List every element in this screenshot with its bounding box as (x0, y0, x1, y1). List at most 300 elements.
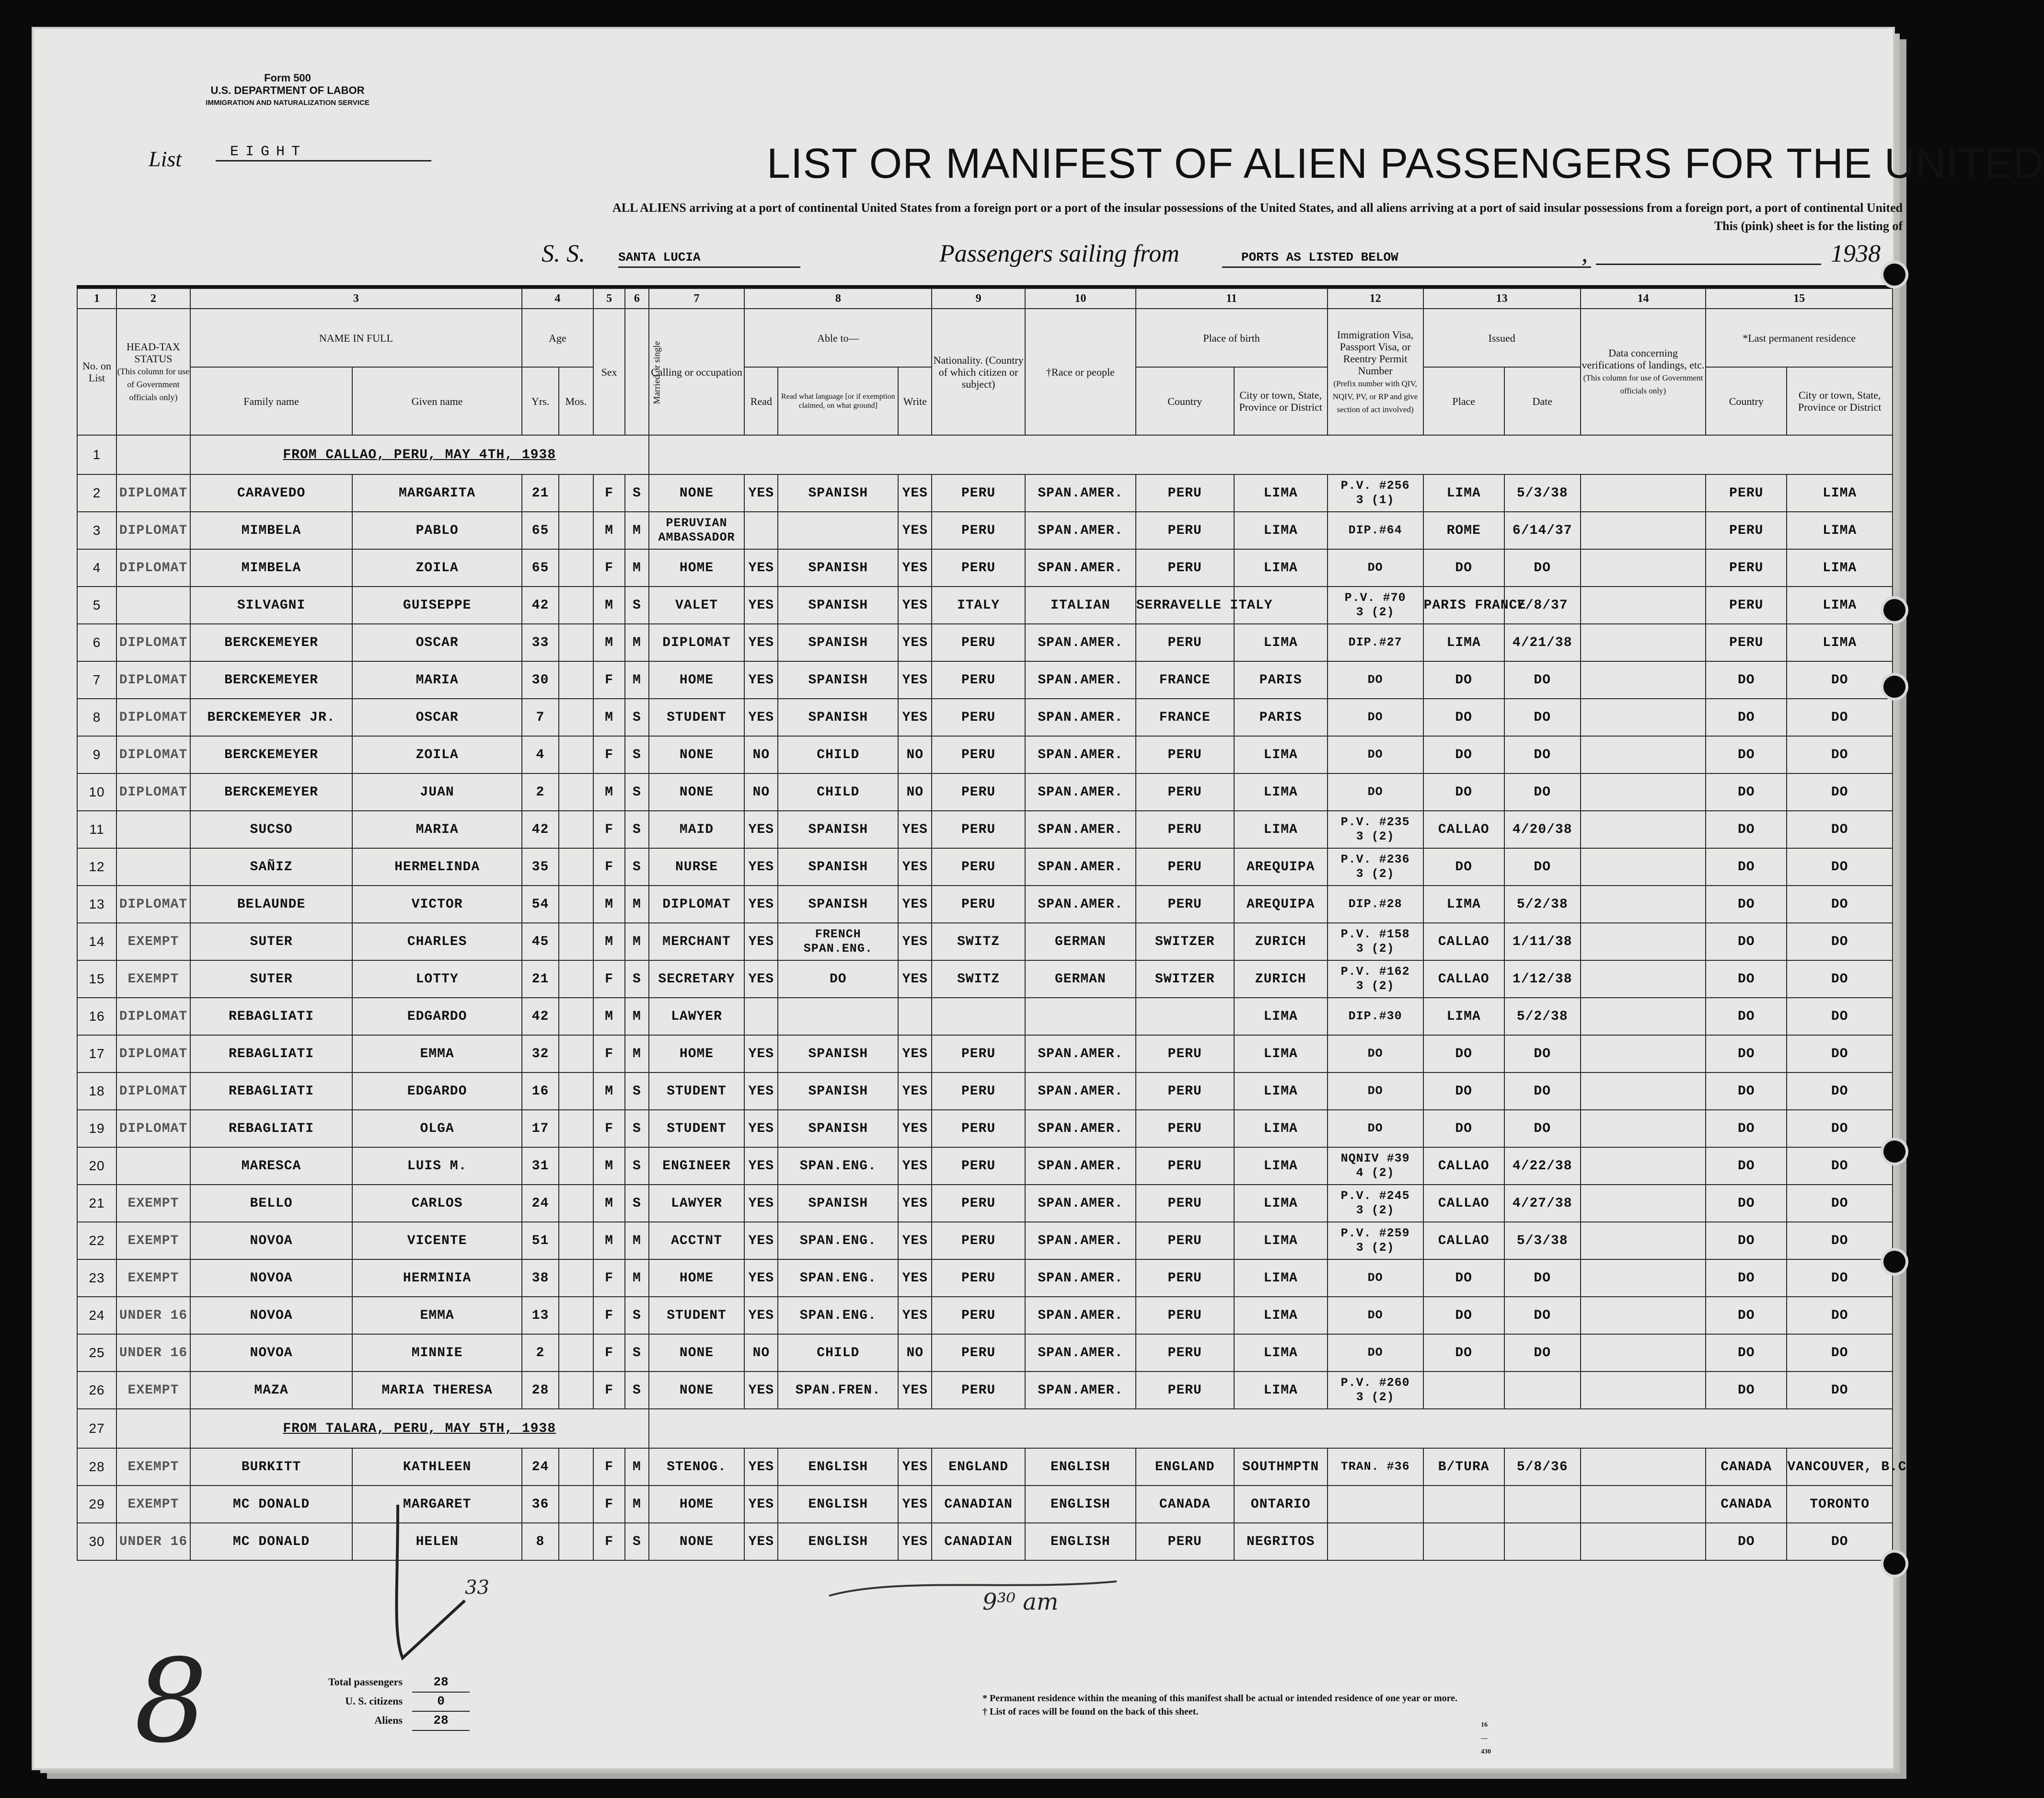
given-name: MARGARITA (352, 474, 522, 512)
birth-country: PERU (1136, 474, 1234, 512)
issued-place: DO (1423, 549, 1504, 587)
read-language: SPANISH (778, 661, 898, 699)
race: SPAN.AMER. (1025, 886, 1136, 923)
col-birth-country: Country (1136, 367, 1234, 435)
head-tax-status: EXEMPT (116, 1222, 190, 1259)
visa-line: DIP.#30 (1348, 1009, 1402, 1023)
family-name: MC DONALD (190, 1523, 352, 1560)
given-name: MARIA (352, 811, 522, 848)
read-language: CHILD (778, 736, 898, 773)
issued-date: DO (1504, 1035, 1581, 1072)
sex: F (593, 1486, 625, 1523)
marital-status: M (625, 886, 648, 923)
occupation: MAID (649, 811, 745, 848)
residence-country: DO (1706, 1259, 1787, 1297)
race: ITALIAN (1025, 587, 1136, 624)
age-years: 7 (522, 699, 559, 736)
marital-status: S (625, 811, 648, 848)
birth-country: PERU (1136, 1110, 1234, 1147)
residence-country: DO (1706, 998, 1787, 1035)
race: SPAN.AMER. (1025, 1259, 1136, 1297)
read-language-line: FRENCH (815, 927, 861, 941)
read-language: SPANISH (778, 549, 898, 587)
read-language: SPANISH (778, 1185, 898, 1222)
visa-line: TRAN. #36 (1340, 1460, 1410, 1474)
footnote-races: † List of races will be found on the back of this sheet. (982, 1706, 1199, 1717)
head-tax-label: HEAD-TAX STATUS (126, 340, 180, 365)
colnum: 7 (649, 288, 745, 309)
read-language: SPANISH (778, 886, 898, 923)
birth-country: PERU (1136, 624, 1234, 661)
birth-country: PERU (1136, 1072, 1234, 1110)
residence-city: DO (1787, 1297, 1893, 1334)
marital-status: S (625, 1110, 648, 1147)
row-number: 22 (77, 1222, 116, 1259)
age-years: 17 (522, 1110, 559, 1147)
birth-city: ZURICH (1234, 960, 1328, 998)
residence-country: DO (1706, 736, 1787, 773)
sex: M (593, 512, 625, 549)
given-name: PABLO (352, 512, 522, 549)
colnum: 10 (1025, 288, 1136, 309)
col-res-country: Country (1706, 367, 1787, 435)
row-number: 26 (77, 1372, 116, 1409)
nationality: SWITZ (932, 923, 1025, 960)
given-name: CHARLES (352, 923, 522, 960)
read-language: SPAN.FREN. (778, 1372, 898, 1409)
head-tax-status: DIPLOMAT (116, 661, 190, 699)
col-yrs: Yrs. (522, 367, 559, 435)
race: GERMAN (1025, 960, 1136, 998)
head-tax-status: DIPLOMAT (116, 773, 190, 811)
sex: F (593, 811, 625, 848)
birth-city: LIMA (1234, 811, 1328, 848)
birth-country: SWITZER (1136, 923, 1234, 960)
marital-status: M (625, 923, 648, 960)
can-write: YES (898, 1072, 932, 1110)
occupation: STUDENT (649, 1297, 745, 1334)
issued-date: DO (1504, 1297, 1581, 1334)
issued-place: CALLAO (1423, 1147, 1504, 1185)
given-name: OSCAR (352, 624, 522, 661)
col-no-on-list: No. on List (77, 309, 116, 435)
issued-date: 5/2/38 (1504, 998, 1581, 1035)
residence-city: DO (1787, 1110, 1893, 1147)
handwritten-count: 33 (465, 1577, 489, 1599)
visa-line: NQNIV #39 (1340, 1152, 1410, 1165)
marital-status: M (625, 624, 648, 661)
can-read: NO (744, 773, 778, 811)
birth-city: NEGRITOS (1234, 1523, 1328, 1560)
given-name: VICENTE (352, 1222, 522, 1259)
list-label: List (149, 147, 182, 171)
race: SPAN.AMER. (1025, 699, 1136, 736)
family-name: MC DONALD (190, 1486, 352, 1523)
residence-city: LIMA (1787, 624, 1893, 661)
birth-city: LIMA (1234, 1147, 1328, 1185)
race: SPAN.AMER. (1025, 512, 1136, 549)
landings-label: Data concerning verifications of landings, etc. (1582, 347, 1705, 371)
sex: M (593, 587, 625, 624)
visa-line: P.V. #260 (1340, 1376, 1410, 1390)
marital-status: S (625, 699, 648, 736)
read-language: SPANISH (778, 699, 898, 736)
visa-line: 4 (2) (1356, 1166, 1395, 1180)
head-tax-status: DIPLOMAT (116, 998, 190, 1035)
residence-city: VANCOUVER, B.C. (1787, 1448, 1893, 1486)
issued-date: DO (1504, 699, 1581, 736)
birth-country: PERU (1136, 773, 1234, 811)
age-years: 42 (522, 998, 559, 1035)
can-read: YES (744, 848, 778, 886)
issued-place: DO (1423, 1035, 1504, 1072)
can-read: YES (744, 1072, 778, 1110)
row-number: 30 (77, 1523, 116, 1560)
race: SPAN.AMER. (1025, 549, 1136, 587)
issued-place: DO (1423, 736, 1504, 773)
given-name: CARLOS (352, 1185, 522, 1222)
sex: F (593, 848, 625, 886)
marital-status: S (625, 773, 648, 811)
manifest-sheet (34, 29, 2044, 1768)
visa-line: DO (1367, 1308, 1383, 1322)
sex: M (593, 923, 625, 960)
can-read: YES (744, 549, 778, 587)
read-language: SPAN.ENG. (778, 1147, 898, 1185)
occupation: SECRETARY (649, 960, 745, 998)
nationality: SWITZ (932, 960, 1025, 998)
birth-country: FRANCE (1136, 661, 1234, 699)
read-language: SPANISH (778, 848, 898, 886)
nationality: PERU (932, 1147, 1025, 1185)
punch-hole (1883, 264, 1905, 286)
residence-country: DO (1706, 1110, 1787, 1147)
race: SPAN.AMER. (1025, 1297, 1136, 1334)
can-read: YES (744, 923, 778, 960)
read-language: SPANISH (778, 624, 898, 661)
residence-country: DO (1706, 1297, 1787, 1334)
birth-city: LIMA (1234, 1259, 1328, 1297)
family-name: MAZA (190, 1372, 352, 1409)
visa-line: DIP.#27 (1348, 635, 1402, 649)
nationality: CANADIAN (932, 1523, 1025, 1560)
occupation: ENGINEER (649, 1147, 745, 1185)
residence-city: DO (1787, 848, 1893, 886)
issued-place: CALLAO (1423, 1185, 1504, 1222)
colnum: 13 (1423, 288, 1581, 309)
sex: M (593, 1222, 625, 1259)
read-language-line: SPAN.ENG. (803, 942, 873, 956)
row-number: 19 (77, 1110, 116, 1147)
issued-date: DO (1504, 1072, 1581, 1110)
age-years: 36 (522, 1486, 559, 1523)
can-write: YES (898, 661, 932, 699)
marital-status: M (625, 998, 648, 1035)
family-name: MIMBELA (190, 549, 352, 587)
birth-country: PERU (1136, 1334, 1234, 1372)
sex: F (593, 1523, 625, 1560)
us-citizens-label: U. S. citizens (345, 1695, 403, 1707)
read-language: SPANISH (778, 1110, 898, 1147)
residence-country: DO (1706, 1035, 1787, 1072)
row-number: 5 (77, 587, 116, 624)
given-name: EMMA (352, 1035, 522, 1072)
given-name: ZOILA (352, 736, 522, 773)
birth-city: ZURICH (1234, 923, 1328, 960)
residence-country: PERU (1706, 624, 1787, 661)
birth-country: PERU (1136, 1035, 1234, 1072)
nationality: PERU (932, 1185, 1025, 1222)
visa-line: DIP.#28 (1348, 897, 1402, 911)
can-read: YES (744, 960, 778, 998)
sex: F (593, 474, 625, 512)
given-name: OSCAR (352, 699, 522, 736)
visa-line: 3 (1) (1356, 493, 1395, 507)
col-family-name: Family name (190, 367, 352, 435)
visa-line: DO (1367, 561, 1383, 575)
residence-city: LIMA (1787, 549, 1893, 587)
visa-line: P.V. #236 (1340, 853, 1410, 866)
occupation: NONE (649, 1372, 745, 1409)
residence-city: DO (1787, 1185, 1893, 1222)
can-write: NO (898, 773, 932, 811)
issued-date: 5/2/38 (1504, 886, 1581, 923)
residence-city: DO (1787, 1523, 1893, 1560)
head-tax-status: DIPLOMAT (116, 624, 190, 661)
issued-date: DO (1504, 549, 1581, 587)
row-number: 17 (77, 1035, 116, 1072)
sex: F (593, 549, 625, 587)
can-read: YES (744, 1110, 778, 1147)
residence-country: DO (1706, 1523, 1787, 1560)
section-heading: FROM TALARA, PERU, MAY 5TH, 1938 (190, 1409, 649, 1448)
nationality: PERU (932, 624, 1025, 661)
age-years: 35 (522, 848, 559, 886)
birth-country: SWITZER (1136, 960, 1234, 998)
marital-status: S (625, 1072, 648, 1110)
read-language: ENGLISH (778, 1523, 898, 1560)
occupation: LAWYER (649, 1185, 745, 1222)
visa-line: DO (1367, 710, 1383, 724)
issued-date: 1/12/38 (1504, 960, 1581, 998)
issued-place: DO (1423, 1110, 1504, 1147)
colnum: 12 (1328, 288, 1423, 309)
sex: F (593, 960, 625, 998)
family-name: REBAGLIATI (190, 1072, 352, 1110)
can-read: YES (744, 1486, 778, 1523)
age-years: 31 (522, 1147, 559, 1185)
footnote-permanent: * Permanent residence within the meaning of this manifest shall be actual or intended residence of one year or more. (982, 1693, 1458, 1704)
race: SPAN.AMER. (1025, 1334, 1136, 1372)
sex: M (593, 998, 625, 1035)
race: SPAN.AMER. (1025, 848, 1136, 886)
row-number: 13 (77, 886, 116, 923)
col-last-residence: *Last permanent residence (1706, 309, 1893, 367)
can-write: NO (898, 736, 932, 773)
nationality: PERU (932, 1259, 1025, 1297)
head-tax-status: DIPLOMAT (116, 1035, 190, 1072)
occupation: HOME (649, 1486, 745, 1523)
row-number: 14 (77, 923, 116, 960)
residence-country: DO (1706, 699, 1787, 736)
occupation: NONE (649, 1334, 745, 1372)
nationality: PERU (932, 1072, 1025, 1110)
row-number: 12 (77, 848, 116, 886)
issued-place: CALLAO (1423, 923, 1504, 960)
birth-city: SOUTHMPTN (1234, 1448, 1328, 1486)
birth-country: PERU (1136, 811, 1234, 848)
marital-status: S (625, 1147, 648, 1185)
section-heading: FROM CALLAO, PERU, MAY 4TH, 1938 (190, 435, 649, 474)
can-read: YES (744, 661, 778, 699)
can-read: YES (744, 1259, 778, 1297)
can-write: YES (898, 512, 932, 549)
punch-hole (1883, 676, 1905, 698)
sex: F (593, 1334, 625, 1372)
head-tax-status: EXEMPT (116, 1372, 190, 1409)
nationality: PERU (932, 512, 1025, 549)
row-number: 1 (77, 435, 116, 474)
col-race: †Race or people (1025, 309, 1136, 435)
head-tax-status: UNDER 16 (116, 1334, 190, 1372)
col-read-language: Read what language [or if exemption claimed, on what ground] (778, 367, 898, 435)
age-years: 21 (522, 474, 559, 512)
age-years: 8 (522, 1523, 559, 1560)
birth-city: LIMA (1234, 1297, 1328, 1334)
visa-line: 3 (2) (1356, 1241, 1395, 1255)
given-name: JUAN (352, 773, 522, 811)
can-write: YES (898, 1259, 932, 1297)
col-write: Write (898, 367, 932, 435)
residence-country: DO (1706, 1222, 1787, 1259)
can-write: YES (898, 1185, 932, 1222)
list-number: EIGHT (216, 144, 431, 161)
given-name: LOTTY (352, 960, 522, 998)
nationality: PERU (932, 773, 1025, 811)
residence-city: DO (1787, 998, 1893, 1035)
colnum: 15 (1706, 288, 1893, 309)
row-number: 25 (77, 1334, 116, 1372)
birth-city: LIMA (1234, 773, 1328, 811)
marital-status: S (625, 474, 648, 512)
marital-status: M (625, 549, 648, 587)
can-read: YES (744, 474, 778, 512)
head-tax-status: EXEMPT (116, 1486, 190, 1523)
can-read: YES (744, 624, 778, 661)
punch-hole (1883, 1141, 1905, 1163)
marital-status: S (625, 960, 648, 998)
read-language: CHILD (778, 773, 898, 811)
row-number: 7 (77, 661, 116, 699)
nationality: PERU (932, 549, 1025, 587)
colnum: 3 (190, 288, 522, 309)
occupation: HOME (649, 1259, 745, 1297)
occupation: HOME (649, 1035, 745, 1072)
colnum: 5 (593, 288, 625, 309)
sailing-from: PORTS AS LISTED BELOW (1222, 250, 1591, 268)
birth-country: PERU (1136, 549, 1234, 587)
sex: F (593, 661, 625, 699)
colnum: 1 (77, 288, 116, 309)
nationality: PERU (932, 1222, 1025, 1259)
residence-city: DO (1787, 1259, 1893, 1297)
head-tax-status: DIPLOMAT (116, 1072, 190, 1110)
can-write: YES (898, 624, 932, 661)
head-tax-status: DIPLOMAT (116, 474, 190, 512)
age-years: 65 (522, 512, 559, 549)
issued-date: 6/14/37 (1504, 512, 1581, 549)
age-years: 2 (522, 773, 559, 811)
visa-line: 3 (2) (1356, 979, 1395, 993)
aliens-count: 28 (412, 1711, 470, 1731)
race: ENGLISH (1025, 1448, 1136, 1486)
sex: F (593, 1259, 625, 1297)
issued-date: DO (1504, 736, 1581, 773)
sex: M (593, 1072, 625, 1110)
residence-city: DO (1787, 960, 1893, 998)
residence-city: DO (1787, 811, 1893, 848)
can-read: YES (744, 1035, 778, 1072)
col-mos: Mos. (559, 367, 593, 435)
visa-line: P.V. #70 (1344, 591, 1406, 605)
given-name: MARIA (352, 661, 522, 699)
read-language: DO (778, 960, 898, 998)
age-years: 54 (522, 886, 559, 923)
marital-status: S (625, 1185, 648, 1222)
issued-date: 5/8/36 (1504, 1448, 1581, 1486)
race: SPAN.AMER. (1025, 1072, 1136, 1110)
residence-country: PERU (1706, 474, 1787, 512)
given-name: EDGARDO (352, 1072, 522, 1110)
comma: , (1582, 240, 1588, 267)
race: SPAN.AMER. (1025, 811, 1136, 848)
can-read: YES (744, 587, 778, 624)
head-tax-status: DIPLOMAT (116, 1110, 190, 1147)
handwritten-page-mark: 8 (134, 1634, 208, 1768)
issued-place: DO (1423, 1334, 1504, 1372)
head-tax-status: UNDER 16 (116, 1297, 190, 1334)
birth-country: PERU (1136, 1259, 1234, 1297)
given-name: HERMELINDA (352, 848, 522, 886)
visa-label: Immigration Visa, Passport Visa, or Reentry Permit Number (1337, 328, 1414, 377)
age-years: 2 (522, 1334, 559, 1372)
issued-place: LIMA (1423, 886, 1504, 923)
birth-city: LIMA (1234, 1110, 1328, 1147)
birth-city: AREQUIPA (1234, 848, 1328, 886)
can-write: YES (898, 1035, 932, 1072)
sex: M (593, 886, 625, 923)
marital-status: S (625, 1297, 648, 1334)
issued-place: DO (1423, 773, 1504, 811)
visa-line: DO (1367, 1047, 1383, 1060)
col-sex: Sex (593, 309, 625, 435)
residence-country: DO (1706, 886, 1787, 923)
residence-country: PERU (1706, 512, 1787, 549)
issued-place: DO (1423, 848, 1504, 886)
read-language: SPAN.ENG. (778, 1259, 898, 1297)
col-age: Age (522, 309, 593, 367)
colnum: 2 (116, 288, 190, 309)
given-name: HELEN (352, 1523, 522, 1560)
residence-country: DO (1706, 1185, 1787, 1222)
visa-line: 3 (2) (1356, 942, 1395, 956)
issued-place: LIMA (1423, 998, 1504, 1035)
race: ENGLISH (1025, 1486, 1136, 1523)
landings-note: (This column for use of Government officials only) (1583, 373, 1703, 395)
given-name: MINNIE (352, 1334, 522, 1372)
issued-date: DO (1504, 1110, 1581, 1147)
head-tax-note: (This column for use of Government officials only) (117, 366, 190, 402)
